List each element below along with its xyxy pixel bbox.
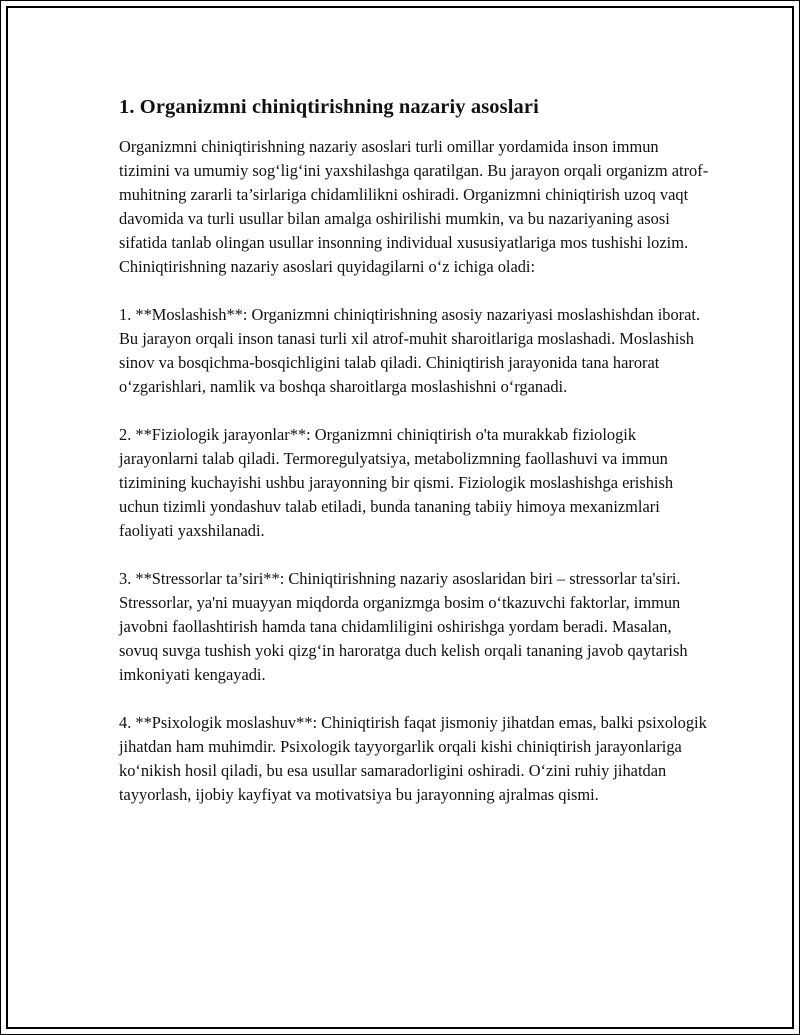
list-item-moslashish: 1. **Moslashish**: Organizmni chiniqtirishning asosiy nazariyasi moslashishdan iborat. Bu jarayon orqali inson tanasi turli xil atrof-muhit sharoitlariga moslashadi. Moslashish sinov va bosqichma-bosqichligini talab qiladi. Chiniqtirish jarayonida tana harorat o‘zgarishlari, namlik va boshqa sharoitlarga moslashishni o‘rganadi.: [119, 305, 701, 396]
section-heading: 1. Organizmni chiniqtirishning nazariy asoslari: [119, 96, 539, 118]
list-item-fiziologik-jarayonlar: 2. **Fiziologik jarayonlar**: Organizmni chiniqtirish o'ta murakkab fiziologik jarayonlarni talab qiladi. Termoregulyatsiya, metabolizmning faollashuvi va immun tizimining kuchayishi ushbu jarayonning bir qismi. Fiziologik moslashishga erishish uchun tizimli yondashuv talab etiladi, bunda tananing tabiiy himoya mexanizmlari faoliyati yaxshilanadi.: [119, 425, 674, 540]
list-item-stressorlar-tasiri: 3. **Stressorlar ta’siri**: Chiniqtirishning nazariy asoslaridan biri – stressorlar ta'siri. Stressorlar, ya'ni muayyan miqdorda organizmga bosim o‘tkazuvchi faktorlar, immun javobni faollashtirish hamda tana chidamliligini oshirishga yordam beradi. Masalan, sovuq suvga tushish yoki qizg‘in haroratga duch kelish orqali tananing javob qaytarish imkoniyati kengayadi.: [119, 569, 688, 684]
intro-paragraph: Organizmni chiniqtirishning nazariy asoslari turli omillar yordamida inson immun tizimini va umumiy sog‘lig‘ini yaxshilashga qaratilgan. Bu jarayon orqali organizm atrof-muhitning zararli ta’sirlariga chidamlilikni oshiradi. Organizmni chiniqtirish uzoq vaqt davomida va turli usullar bilan amalga oshirilishi mumkin, va bu nazariyaning asosi sifatida tanlab olingan usullar insonning individual xususiyatlariga mos tushishi lozim. Chiniqtirishning nazariy asoslari quyidagilarni o‘z ichiga oladi:: [119, 137, 709, 276]
list-item-psixologik-moslashuv: 4. **Psixologik moslashuv**: Chiniqtirish faqat jismoniy jihatdan emas, balki psixologik jihatdan ham muhimdir. Psixologik tayyorgarlik orqali kishi chiniqtirish jarayonlariga ko‘nikish hosil qiladi, bu esa usullar samaradorligini oshiradi. O‘zini ruhiy jihatdan tayyorlash, ijobiy kayfiyat va motivatsiya bu jarayonning ajralmas qismi.: [119, 713, 707, 804]
document-body: [119, 93, 709, 831]
